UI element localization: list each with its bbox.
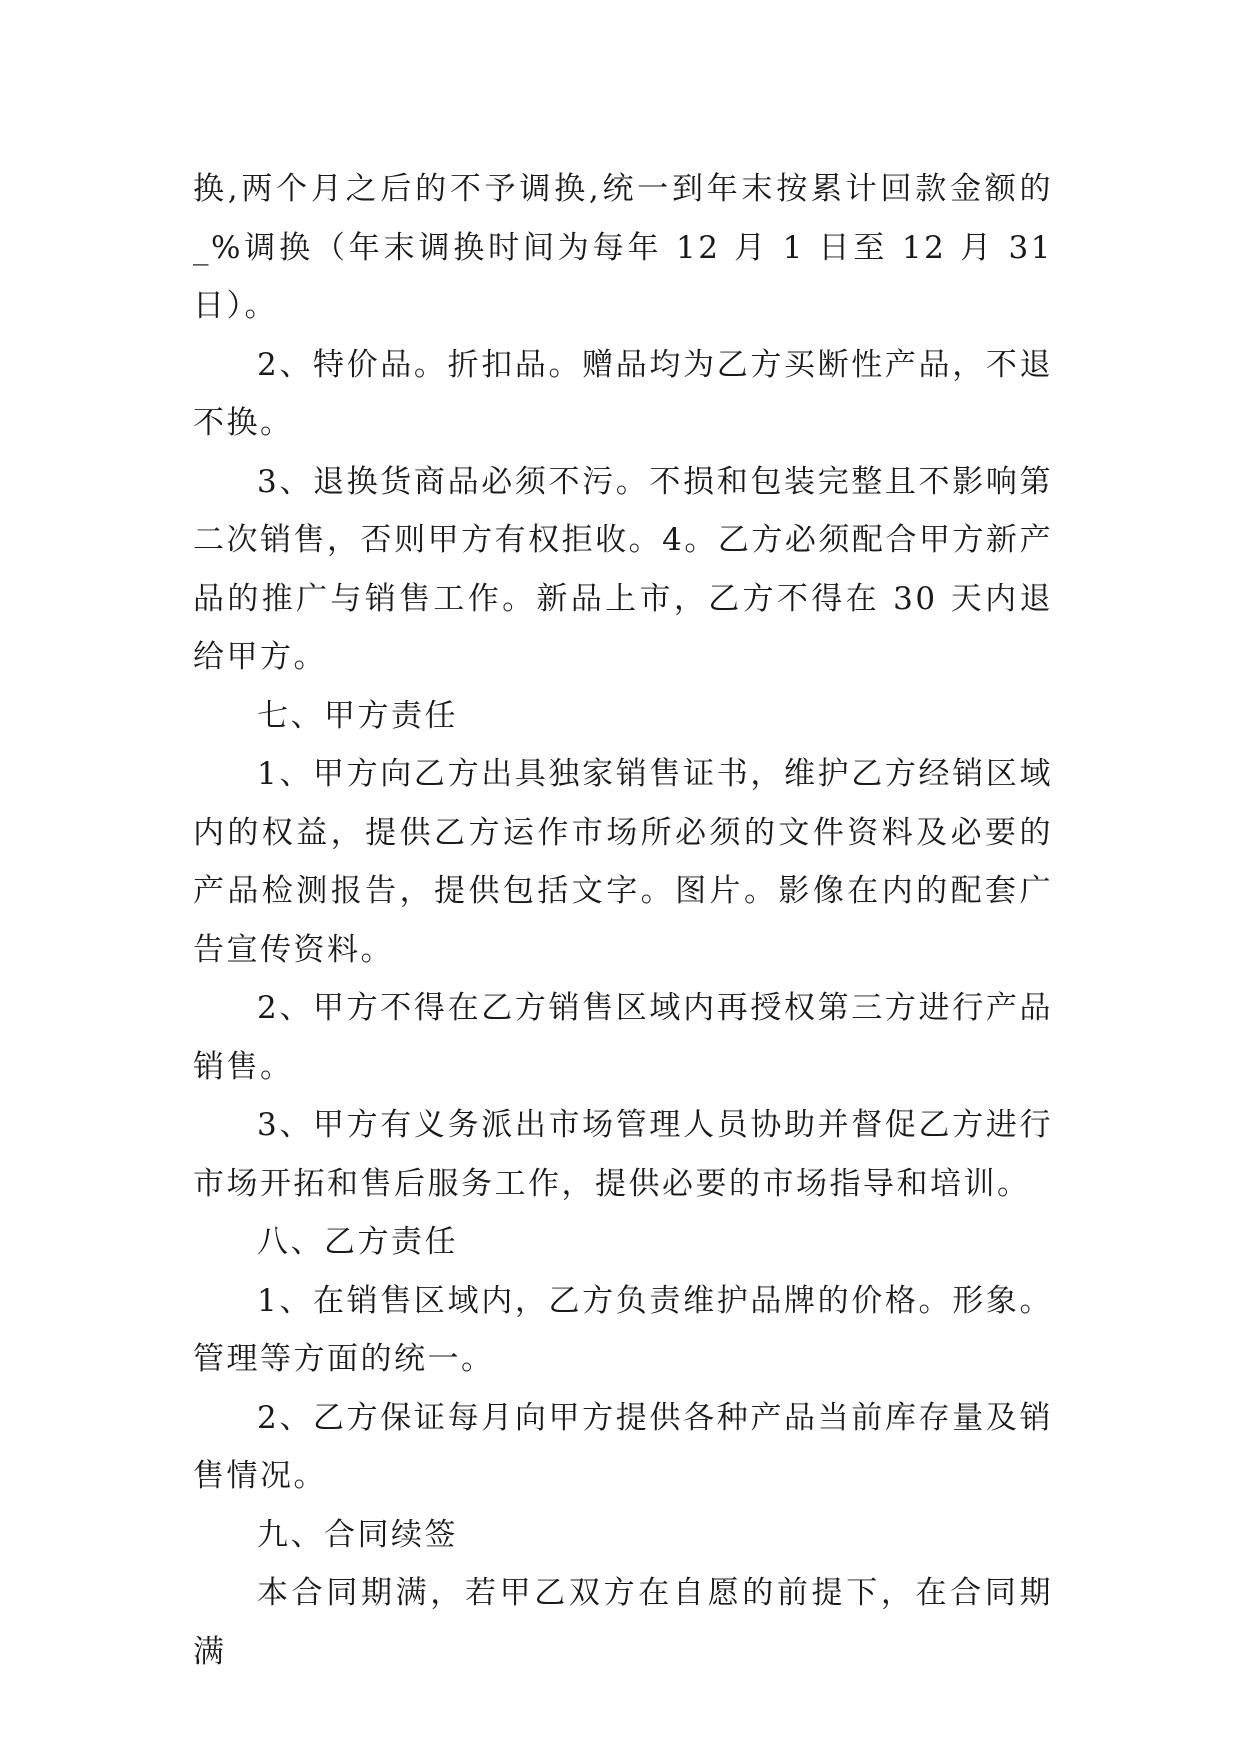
document-body bbox=[193, 160, 1053, 1681]
paragraph-8-1: 1、在销售区域内，乙方负责维护品牌的价格。形象。管理等方面的统一。 bbox=[193, 1282, 1053, 1377]
section-heading-8: 八、乙方责任 bbox=[257, 1224, 458, 1260]
paragraph-7-2: 2、甲方不得在乙方销售区域内再授权第三方进行产品销售。 bbox=[193, 990, 1053, 1085]
paragraph-8-2: 2、乙方保证每月向甲方提供各种产品当前库存量及销售情况。 bbox=[193, 1399, 1053, 1494]
paragraph-9-1: 本合同期满，若甲乙双方在自愿的前提下，在合同期满 bbox=[193, 1575, 1053, 1670]
paragraph-6-3-return-conditions: 3、退换货商品必须不污。不损和包装完整且不影响第二次销售，否则甲方有权拒收。4。乙方必须配合甲方新产品的推广与销售工作。新品上市，乙方不得在 30 天内退给甲方。 bbox=[193, 463, 1053, 675]
paragraph-6-2-special-items: 2、特价品。折扣品。赠品均为乙方买断性产品，不退不换。 bbox=[193, 346, 1053, 441]
paragraph-continuation: 换,两个月之后的不予调换,统一到年末按累计回款金额的_%调换（年末调换时间为每年 12 月 1 日至 12 月 31 日）。 bbox=[193, 171, 1053, 324]
section-heading-9: 九、合同续签 bbox=[257, 1516, 458, 1553]
paragraph-7-3: 3、甲方有义务派出市场管理人员协助并督促乙方进行市场开拓和售后服务工作，提供必要的市场指导和培训。 bbox=[193, 1107, 1053, 1202]
paragraph-7-1: 1、甲方向乙方出具独家销售证书，维护乙方经销区域内的权益，提供乙方运作市场所必须的文件资料及必要的产品检测报告，提供包括文字。图片。影像在内的配套广告宣传资料。 bbox=[193, 756, 1053, 968]
section-heading-7: 七、甲方责任 bbox=[257, 697, 458, 734]
